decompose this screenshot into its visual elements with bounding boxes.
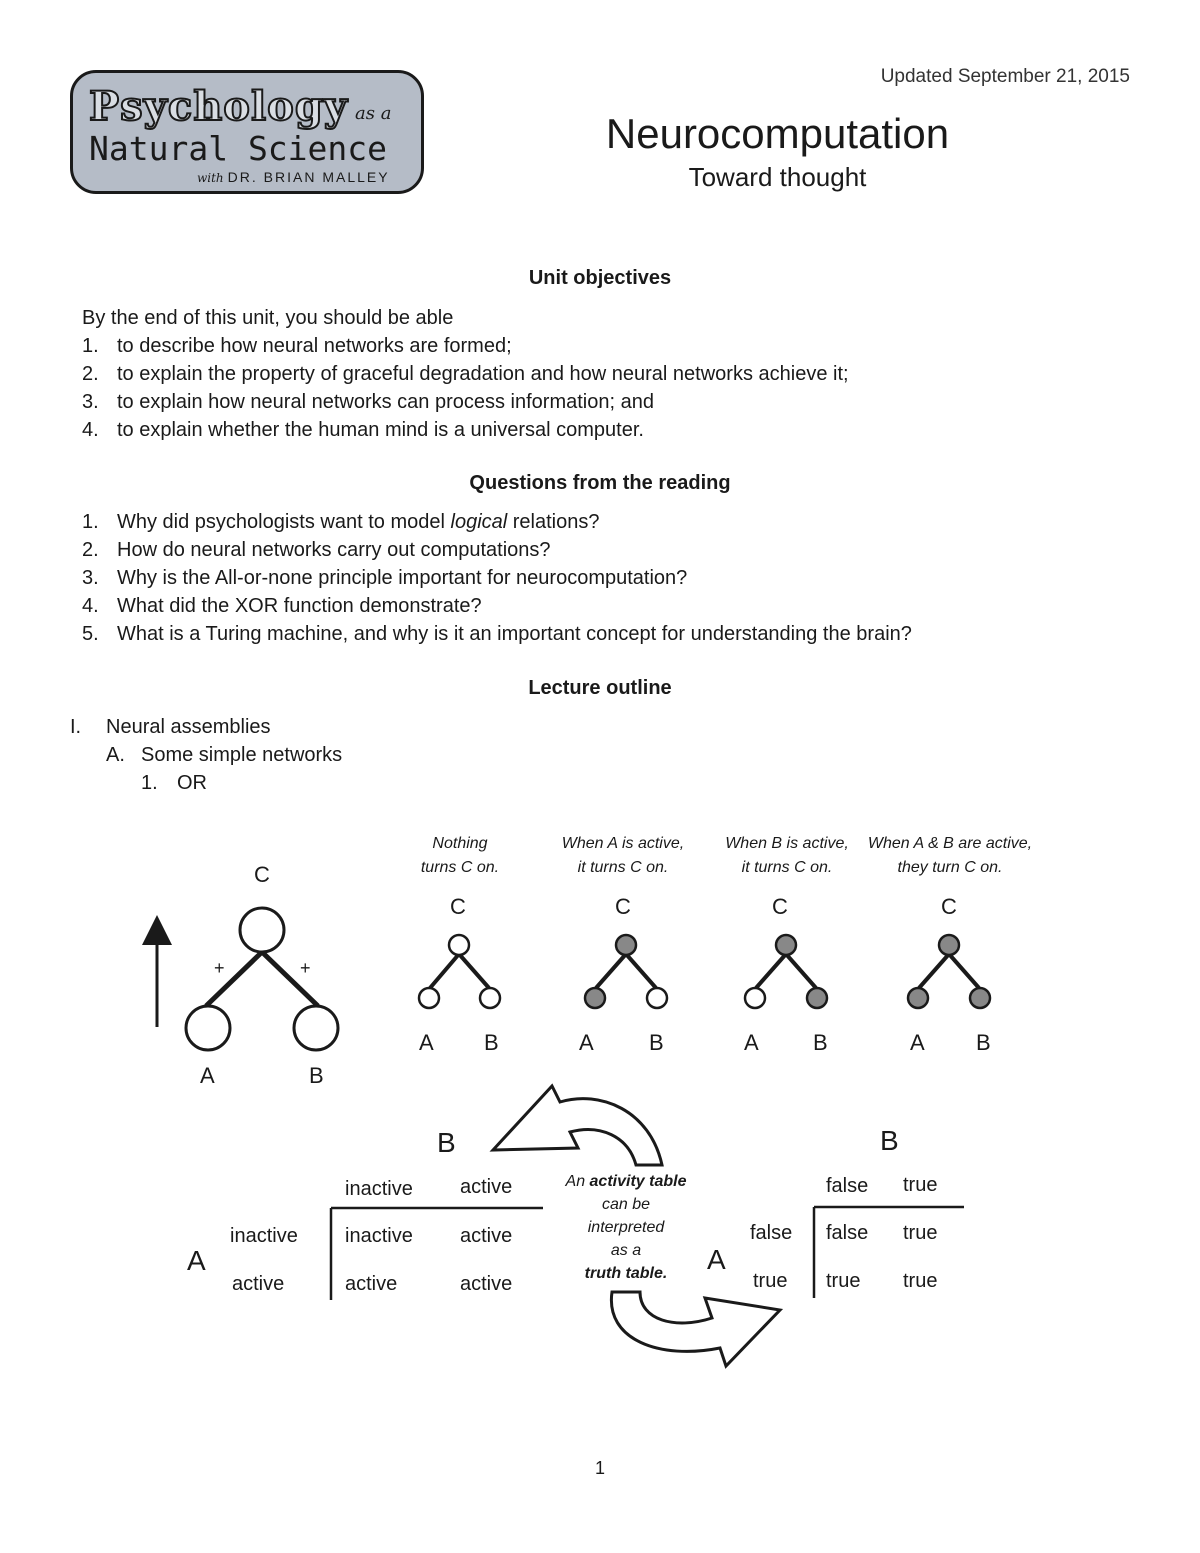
outline-numeral: I. (70, 716, 82, 738)
logo-as-a: as a (355, 103, 392, 124)
outline-heading: Lecture outline (528, 677, 672, 699)
truth-table-row-header: true (753, 1270, 788, 1292)
objectives-intro: By the end of this unit, you should be able (82, 307, 454, 329)
label-a: A (910, 1030, 925, 1055)
objective-item: to explain the property of graceful degradation and how neural networks achieve it; (117, 363, 849, 385)
activity-truth-note (548, 1170, 704, 1285)
label-b: B (976, 1030, 991, 1055)
activity-table-row-header: inactive (230, 1225, 298, 1247)
neuron-b (807, 988, 827, 1008)
logo-line-psychology: Psychology (89, 83, 349, 130)
truth-table-cell: true (903, 1222, 938, 1244)
caption-line: it turns C on. (741, 859, 833, 876)
question-number: 5. (82, 623, 99, 645)
caption-line: it turns C on. (577, 859, 669, 876)
logo-author-name: DR. BRIAN MALLEY (227, 169, 390, 185)
questions-heading: Questions from the reading (469, 472, 731, 494)
caption-line: they turn C on. (897, 859, 1003, 876)
network-state-none (419, 935, 500, 1008)
label-a: A (579, 1030, 594, 1055)
question-item: Why is the All-or-none principle important for neurocomputation? (117, 567, 688, 589)
neuron-a (585, 988, 605, 1008)
page-subtitle: Toward thought (688, 162, 867, 192)
label-a: A (419, 1030, 434, 1055)
label-c: C (254, 862, 270, 887)
state-caption (702, 832, 872, 880)
outline-letter: A. (106, 744, 125, 766)
objective-number: 2. (82, 363, 99, 385)
note-line: as a (610, 1242, 642, 1259)
objective-number: 1. (82, 335, 99, 357)
question-text: Why did psychologists want to model (117, 511, 451, 533)
label-b: B (484, 1030, 499, 1055)
activity-table-col-header: active (460, 1176, 513, 1198)
activity-table-cell: active (345, 1273, 398, 1295)
objective-item: to describe how neural networks are formed; (117, 335, 512, 357)
objective-number: 3. (82, 391, 99, 413)
note-text: An (565, 1173, 590, 1190)
activity-table-cell: inactive (345, 1225, 413, 1247)
caption-line: Nothing (432, 835, 488, 852)
neuron-c (776, 935, 796, 955)
caption-line: When B is active, (725, 835, 849, 852)
label-plus-right: + (300, 958, 311, 978)
note-line: interpreted (587, 1219, 665, 1236)
label-plus-left: + (214, 958, 225, 978)
label-b: B (649, 1030, 664, 1055)
objectives-heading: Unit objectives (528, 267, 672, 289)
curved-arrow-to-truth-table (611, 1292, 780, 1366)
neuron-a (186, 1006, 230, 1050)
caption-line: When A & B are active, (867, 835, 1033, 852)
question-text-end: relations? (507, 511, 600, 533)
network-state-b-active (745, 935, 827, 1008)
neuron-b (294, 1006, 338, 1050)
truth-table-col-header: false (826, 1175, 869, 1197)
question-number: 3. (82, 567, 99, 589)
note-line (548, 1262, 704, 1285)
label-b: B (813, 1030, 828, 1055)
outline-item-simple-networks: Some simple networks (141, 744, 343, 766)
logo-with: with (197, 171, 224, 185)
label-a: A (744, 1030, 759, 1055)
objective-item: to explain whether the human mind is a universal computer. (117, 419, 644, 441)
neuron-a (908, 988, 928, 1008)
activity-table-row-header: active (232, 1273, 285, 1295)
state-caption (538, 832, 708, 880)
state-caption (380, 832, 540, 880)
question-number: 4. (82, 595, 99, 617)
neuron-c (939, 935, 959, 955)
note-bold-truth-table: truth table. (584, 1265, 668, 1282)
network-state-both-active (908, 935, 990, 1008)
neuron-c (240, 908, 284, 952)
neuron-b (970, 988, 990, 1008)
outline-number: 1. (141, 772, 158, 794)
label-b: B (309, 1063, 324, 1088)
question-number: 1. (82, 511, 99, 533)
outline-item-neural-assemblies: Neural assemblies (106, 716, 271, 738)
activity-table-cell: active (460, 1225, 513, 1247)
question-item: What is a Turing machine, and why is it an important concept for understanding the brain? (117, 623, 912, 645)
neuron-b (647, 988, 667, 1008)
truth-table-cell: true (826, 1270, 861, 1292)
neuron-a (745, 988, 765, 1008)
neuron-c (616, 935, 636, 955)
page-title: Neurocomputation (605, 110, 950, 157)
note-bold-activity-table: activity table (589, 1173, 687, 1190)
label-a: A (200, 1063, 215, 1088)
question-emphasis: logical (450, 511, 508, 533)
activity-table-cell: active (460, 1273, 513, 1295)
question-number: 2. (82, 539, 99, 561)
activity-table-col-var: B (437, 1127, 456, 1158)
objective-item: to explain how neural networks can process information; and (117, 391, 654, 413)
page-number: 1 (594, 1458, 605, 1478)
question-item: What did the XOR function demonstrate? (117, 595, 482, 617)
label-c: C (615, 894, 631, 919)
truth-table-cell: false (826, 1222, 869, 1244)
curved-arrow-to-activity-table (493, 1086, 662, 1165)
caption-line: turns C on. (420, 859, 500, 876)
label-c: C (941, 894, 957, 919)
neuron-c (449, 935, 469, 955)
question-item: How do neural networks carry out computations? (117, 539, 551, 561)
note-line: can be (601, 1196, 651, 1213)
activity-table-col-header: inactive (345, 1178, 413, 1200)
activity-table-row-var: A (187, 1245, 206, 1276)
objective-number: 4. (82, 419, 99, 441)
truth-table-cell: true (903, 1270, 938, 1292)
truth-table-row-header: false (750, 1222, 793, 1244)
label-c: C (772, 894, 788, 919)
logo-line-natural-science: Natural Science (89, 129, 388, 168)
truth-table-col-header: true (903, 1174, 938, 1196)
state-caption (855, 832, 1045, 880)
outline-item-or: OR (177, 772, 207, 794)
truth-table-row-var: A (707, 1244, 726, 1275)
updated-date: Updated September 21, 2015 (880, 66, 1130, 87)
truth-table-col-var: B (880, 1125, 899, 1156)
note-line (548, 1170, 704, 1193)
neuron-b (480, 988, 500, 1008)
label-c: C (450, 894, 466, 919)
network-state-a-active (585, 935, 667, 1008)
caption-line: When A is active, (561, 835, 685, 852)
neuron-a (419, 988, 439, 1008)
